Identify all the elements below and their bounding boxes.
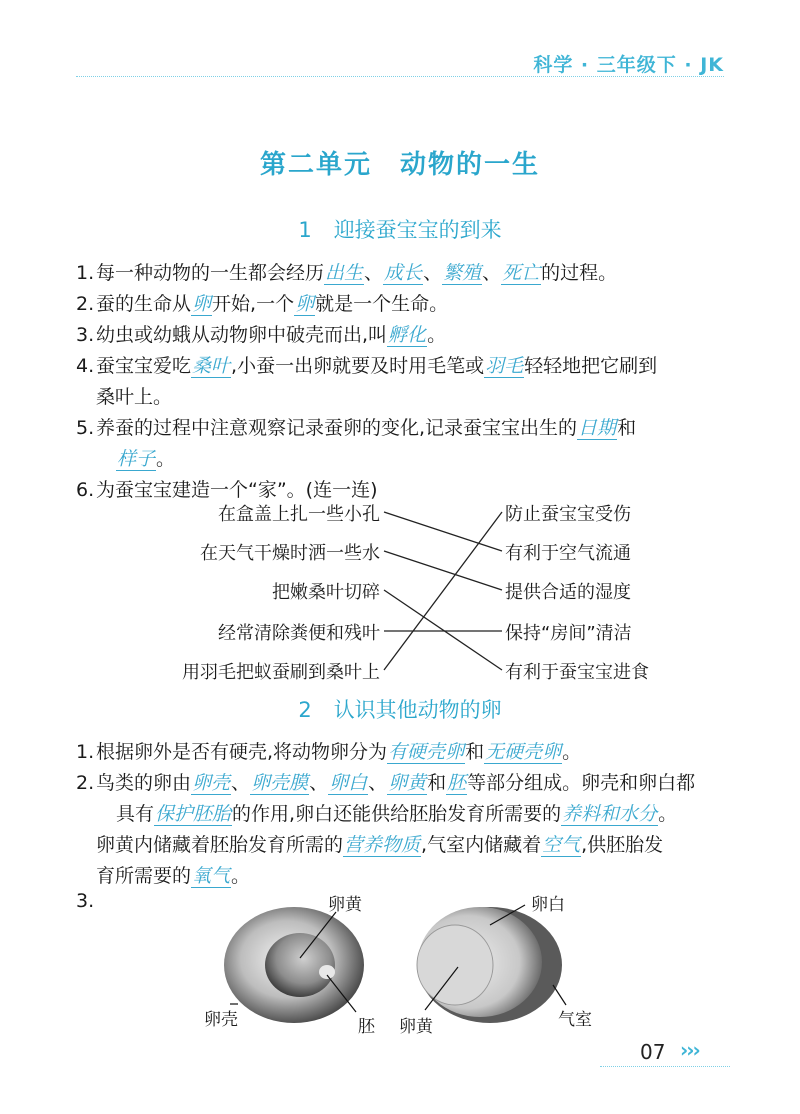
answer: 保护胚胎 bbox=[155, 803, 232, 825]
separator: 、 bbox=[309, 772, 329, 794]
egg-yolk-right bbox=[417, 925, 493, 1005]
question-number: 1. bbox=[76, 741, 95, 763]
question-text: 和 bbox=[427, 772, 447, 794]
question-number: 6. bbox=[76, 479, 95, 501]
question-text: 蚕宝宝爱吃 bbox=[96, 355, 192, 377]
label-shell: 卵壳 bbox=[204, 1010, 238, 1030]
question-text: 。 bbox=[562, 741, 582, 763]
answer: 羽毛 bbox=[485, 355, 524, 377]
question-text: 就是一个生命。 bbox=[315, 293, 449, 315]
label-egg-white: 卵白 bbox=[531, 895, 565, 915]
answer: 营养物质 bbox=[344, 834, 421, 856]
egg-yolk bbox=[265, 933, 335, 997]
question-text: 根据卵外是否有硬壳,将动物卵分为 bbox=[96, 741, 388, 763]
question-text: 蚕的生命从 bbox=[96, 293, 192, 315]
question-text: 育所需要的 bbox=[96, 865, 192, 887]
question-text: 轻轻地把它刷到 bbox=[524, 355, 658, 377]
question-number: 2. bbox=[76, 293, 95, 315]
question-number: 2. bbox=[76, 772, 95, 794]
question-number: 3. bbox=[76, 890, 95, 912]
separator: 、 bbox=[368, 772, 388, 794]
label-yolk-left: 卵黄 bbox=[328, 895, 362, 915]
question-number: 5. bbox=[76, 417, 95, 439]
question-text: 。 bbox=[156, 448, 176, 470]
separator: 、 bbox=[364, 262, 384, 284]
question-text: 。 bbox=[231, 865, 251, 887]
answer: 卵壳 bbox=[192, 772, 231, 794]
egg-right-illustration bbox=[417, 905, 566, 1023]
footer-divider bbox=[600, 1066, 730, 1067]
question-text: 的过程。 bbox=[541, 262, 618, 284]
question-text: 开始,一个 bbox=[212, 293, 295, 315]
egg-left-illustration bbox=[224, 907, 364, 1023]
unit-title: 第二单元 动物的一生 bbox=[259, 150, 540, 180]
question-text: 卵黄内储藏着胚胎发育所需的 bbox=[96, 834, 344, 856]
label-yolk-right: 卵黄 bbox=[399, 1017, 433, 1037]
question-text: 等部分组成。卵壳和卵白都 bbox=[467, 772, 696, 794]
match-right-item: 有利于蚕宝宝进食 bbox=[505, 662, 649, 683]
question-text: ,气室内储藏着 bbox=[421, 834, 542, 856]
match-left-item: 经常清除粪便和残叶 bbox=[218, 623, 380, 644]
separator: 、 bbox=[231, 772, 251, 794]
question-text: 的作用,卵白还能供给胚胎发育所需要的 bbox=[232, 803, 562, 825]
answer: 桑叶 bbox=[192, 355, 231, 377]
question-text: 和 bbox=[465, 741, 485, 763]
answer: 养料和水分 bbox=[562, 803, 658, 825]
answer: 有硬壳卵 bbox=[388, 741, 465, 763]
label-air-cell: 气室 bbox=[558, 1010, 592, 1030]
page-number: 07 bbox=[640, 1040, 666, 1064]
lesson-number: 2 bbox=[298, 698, 312, 722]
match-left-item: 在盒盖上扎一些小孔 bbox=[218, 504, 380, 525]
question-text: 养蚕的过程中注意观察记录蚕卵的变化,记录蚕宝宝出生的 bbox=[96, 417, 578, 439]
lesson-number: 1 bbox=[298, 218, 312, 242]
separator: 、 bbox=[423, 262, 443, 284]
question-text: 。 bbox=[427, 324, 447, 346]
answer: 样子 bbox=[117, 448, 156, 470]
question-text: 和 bbox=[617, 417, 637, 439]
answer: 日期 bbox=[578, 417, 617, 439]
lesson-title-text: 迎接蚕宝宝的到来 bbox=[333, 218, 502, 242]
answer: 卵黄 bbox=[388, 772, 427, 794]
answer: 卵 bbox=[192, 293, 212, 315]
match-right-item: 保持“房间”清洁 bbox=[505, 623, 632, 644]
answer: 繁殖 bbox=[443, 262, 482, 284]
question-text: 幼虫或幼蛾从动物卵中破壳而出,叫 bbox=[96, 324, 388, 346]
answer: 氧气 bbox=[192, 865, 231, 887]
match-right-item: 提供合适的湿度 bbox=[505, 582, 631, 603]
lesson-title-text: 认识其他动物的卵 bbox=[333, 698, 502, 722]
answer: 死亡 bbox=[502, 262, 541, 284]
answer: 胚 bbox=[447, 772, 467, 794]
answer: 空气 bbox=[542, 834, 581, 856]
question-text: 具有 bbox=[116, 803, 155, 825]
answer: 卵壳膜 bbox=[251, 772, 309, 794]
question-text: 鸟类的卵由 bbox=[96, 772, 192, 794]
answer: 出生 bbox=[325, 262, 364, 284]
question-text: 。 bbox=[658, 803, 678, 825]
question-number: 1. bbox=[76, 262, 95, 284]
separator: 、 bbox=[482, 262, 502, 284]
match-right-item: 防止蚕宝宝受伤 bbox=[505, 504, 631, 525]
chevrons-icon: ››› bbox=[680, 1038, 699, 1062]
egg-embryo bbox=[319, 965, 335, 979]
question-text: 为蚕宝宝建造一个“家”。(连一连) bbox=[96, 479, 378, 501]
question-text: 每一种动物的一生都会经历 bbox=[96, 262, 325, 284]
question-text: ,小蚕一出卵就要及时用毛笔或 bbox=[231, 355, 485, 377]
answer: 成长 bbox=[384, 262, 423, 284]
answer: 无硬壳卵 bbox=[485, 741, 562, 763]
book-title: 科学 · 三年级下 · JK bbox=[533, 54, 724, 76]
question-text: ,供胚胎发 bbox=[581, 834, 664, 856]
question-number: 4. bbox=[76, 355, 95, 377]
answer: 卵白 bbox=[329, 772, 368, 794]
answer: 孵化 bbox=[388, 324, 427, 346]
match-right-item: 有利于空气流通 bbox=[505, 543, 631, 564]
match-left-item: 在天气干燥时洒一些水 bbox=[200, 543, 380, 564]
question-text: 桑叶上。 bbox=[96, 386, 173, 408]
answer: 卵 bbox=[295, 293, 315, 315]
question-number: 3. bbox=[76, 324, 95, 346]
match-left-item: 用羽毛把蚁蚕刷到桑叶上 bbox=[182, 662, 380, 683]
match-left-item: 把嫩桑叶切碎 bbox=[272, 582, 380, 603]
label-embryo: 胚 bbox=[358, 1017, 375, 1037]
